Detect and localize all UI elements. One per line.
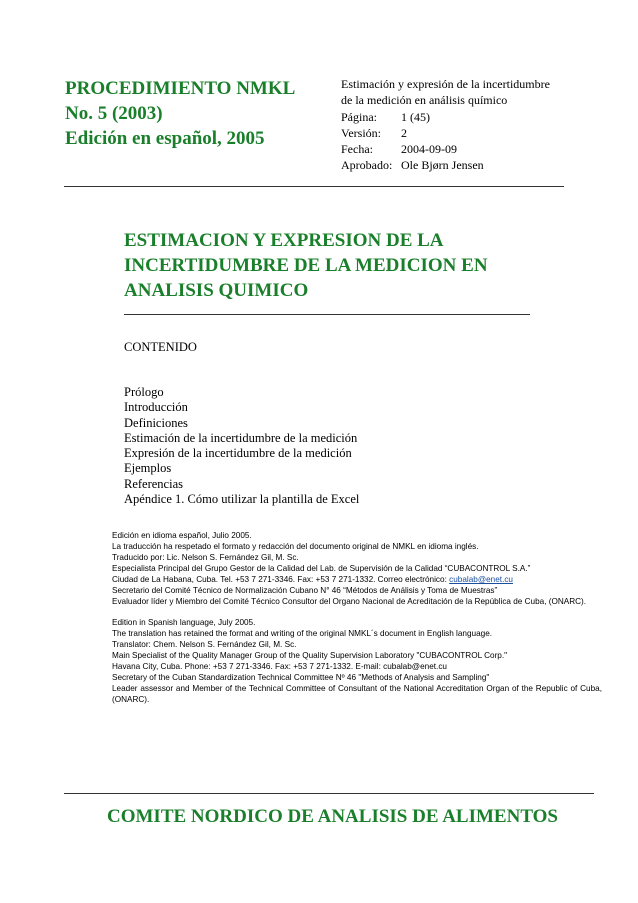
- meta-row-version: Versión: 2: [341, 125, 407, 140]
- doc-title-line: Estimación y expresión de la incertidumbre: [341, 77, 550, 91]
- toc-item: Introducción: [124, 400, 188, 415]
- toc-item: Definiciones: [124, 415, 188, 430]
- edition-line: Edición en español, 2005: [65, 128, 265, 149]
- meta-row-approved: Aprobado: Ole Bjørn Jensen: [341, 158, 484, 173]
- header-divider: [64, 186, 564, 187]
- toc-item: Ejemplos: [124, 461, 172, 476]
- procedure-id-block: [65, 76, 335, 151]
- table-of-contents: [124, 385, 359, 507]
- procedure-number: No. 5 (2003): [65, 103, 163, 124]
- title-divider: [124, 314, 530, 315]
- toc-item: Expresión de la incertidumbre de la medición: [124, 446, 352, 461]
- english-translation-note: Edition in Spanish language, July 2005. The translation has retained the format and writing of the original NMKL´s document in English language. Translator: Chem. Nelson S. Fernández Gil, M. Sc. Main Specialist of the Quality Manager Group of the Quality Supervision Laboratory "CUBACONTROL Corp." Havana City, Cuba. Phone: +53 7 271-3346. Fax: +53 7 271-1332. E-mail: cubalab@enet.cu Secretary of the Cuban Standardization Technical Committee Nº 46 "Methods of Analysis and Sampling" Leader assessor and Member of the Technical Committee of Consultant of the National Accreditation Organ of the Republic of Cuba, (ONARC).: [112, 618, 602, 704]
- toc-item: Estimación de la incertidumbre de la medición: [124, 430, 358, 445]
- procedure-name: PROCEDIMIENTO NMKL: [65, 78, 296, 99]
- email-link[interactable]: cubalab@enet.cu: [449, 575, 513, 584]
- toc-item: Apéndice 1. Cómo utilizar la plantilla de Excel: [124, 492, 360, 507]
- spanish-translation-note: Edición en idioma español, Julio 2005. La traducción ha respetado el formato y redacción del documento original de NMKL en idioma inglés. Traducido por: Lic. Nelson S. Fernández Gil, M. Sc. Especialista Principal del Grupo Gestor de la Calidad del Lab. de Supervisión de la Calidad “CUBACONTROL S.A.” Ciudad de La Habana, Cuba. Tel. +53 7 271-3346. Fax: +53 7 271-1332. Correo electrónico: cubalab@enet.cu Secretario del Comité Técnico de Normalización Cubano N° 46 “Métodos de Análisis y Toma de Muestras” Evaluador líder y Miembro del Comité Técnico Consultor del Organo Nacional de Acreditación de la República de Cuba, (ONARC).: [112, 531, 587, 606]
- contents-heading: CONTENIDO: [124, 340, 197, 354]
- toc-item: Referencias: [124, 476, 183, 491]
- committee-footer: COMITE NORDICO DE ANALISIS DE ALIMENTOS: [107, 806, 558, 827]
- toc-item: Prólogo: [124, 385, 164, 399]
- meta-row-date: Fecha: 2004-09-09: [341, 142, 457, 157]
- document-title: ESTIMACION Y EXPRESION DE LA INCERTIDUMBRE DE LA MEDICION EN ANALISIS QUIMICO: [124, 230, 488, 301]
- meta-row-page: Página: 1 (45): [341, 109, 430, 124]
- doc-title-line: de la medición en análisis químico: [341, 93, 508, 108]
- document-meta-block: [341, 76, 631, 174]
- footer-divider: [64, 793, 594, 794]
